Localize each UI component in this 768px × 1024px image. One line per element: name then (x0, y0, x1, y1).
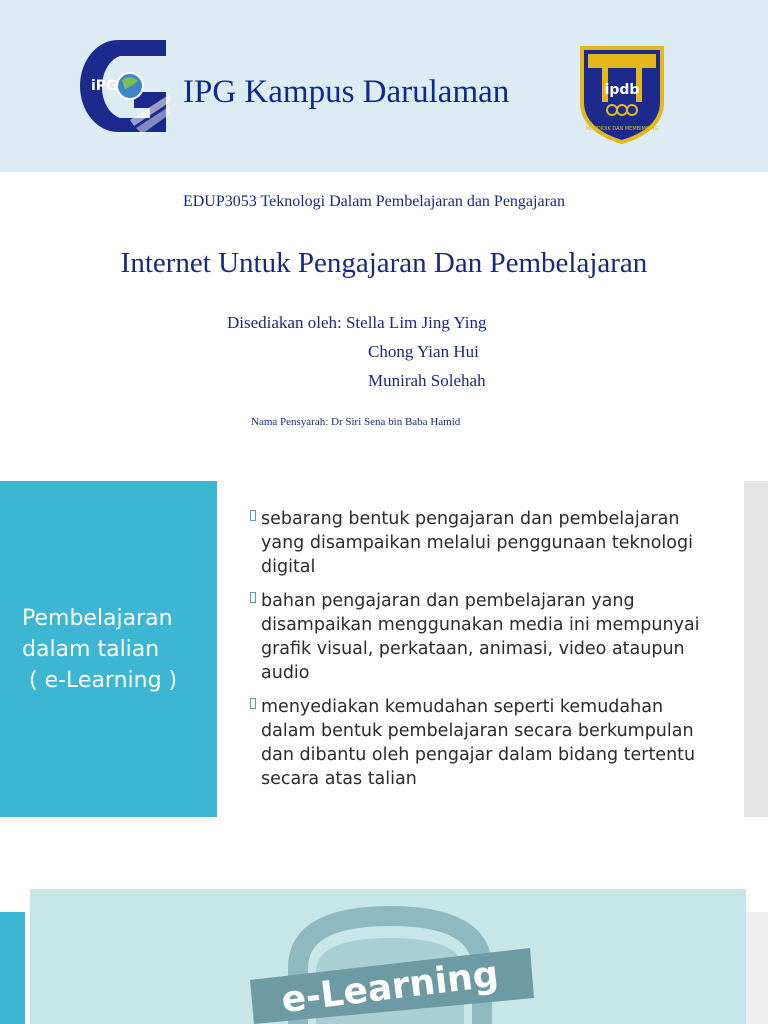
bullet-line: dalam bentuk pembelajaran secara berkumpulan (261, 721, 694, 741)
slide-title (22, 603, 177, 696)
bullet-line: menyediakan kemudahan seperti kemudahan (261, 697, 664, 717)
bullet-line: bahan pengajaran dan pembelajaran yang (261, 591, 635, 611)
bullet-icon (250, 592, 256, 603)
course-title: EDUP3053 Teknologi Dalam Pembelajaran dan Pengajaran (182, 193, 566, 210)
next-slide-edge (744, 481, 768, 817)
bullet-icon (250, 698, 256, 709)
svg-text:e-Learning: e-Learning (279, 953, 501, 1022)
bullet-line: digital (261, 557, 316, 577)
author-name: Chong Yian Hui (368, 342, 479, 361)
lecturer-name: Nama Pensyarah: Dr Siri Sena bin Baba Hamid (251, 416, 461, 428)
topic-title: Internet Untuk Pengajaran Dan Pembelajaran (120, 247, 648, 279)
slide-title-line: ( e-Learning ) (22, 668, 178, 693)
svg-text:MENDIDIK DAN MEMBIMBING: MENDIDIK DAN MEMBIMBING (585, 126, 659, 132)
slide3-right-edge (746, 912, 768, 1024)
bullet-line: dan dibantu oleh pengajar dalam bidang tertentu (261, 745, 696, 765)
bullet-line: disampaikan menggunakan media ini mempunyai (261, 615, 700, 635)
bullet-icon (250, 510, 256, 521)
slide-title-line: dalam talian (22, 637, 160, 662)
elearning-icon (240, 898, 540, 1024)
svg-text:ipdb: ipdb (604, 82, 640, 98)
bullet-item (250, 695, 740, 791)
campus-crest (576, 42, 668, 144)
bullet-line: yang disampaikan melalui penggunaan teknologi (261, 533, 693, 553)
campus-title: IPG Kampus Darulaman (183, 74, 510, 110)
bullet-item (250, 589, 740, 685)
bullet-line: sebarang bentuk pengajaran dan pembelajaran (261, 509, 680, 529)
bullet-list (250, 507, 740, 801)
prepared-by: Disediakan oleh: Stella Lim Jing Ying (227, 313, 487, 332)
author-name: Munirah Solehah (368, 371, 486, 390)
svg-text:iPG: iPG (91, 78, 118, 94)
bullet-item (250, 507, 740, 579)
slide3-left-edge (0, 912, 25, 1024)
bullet-line: grafik visual, perkataan, animasi, video ataupun (261, 639, 685, 659)
bullet-line: secara atas talian (261, 769, 417, 789)
bullet-line: audio (261, 663, 310, 683)
ipg-logo (78, 34, 170, 138)
slide-title-line: Pembelajaran (22, 606, 173, 631)
